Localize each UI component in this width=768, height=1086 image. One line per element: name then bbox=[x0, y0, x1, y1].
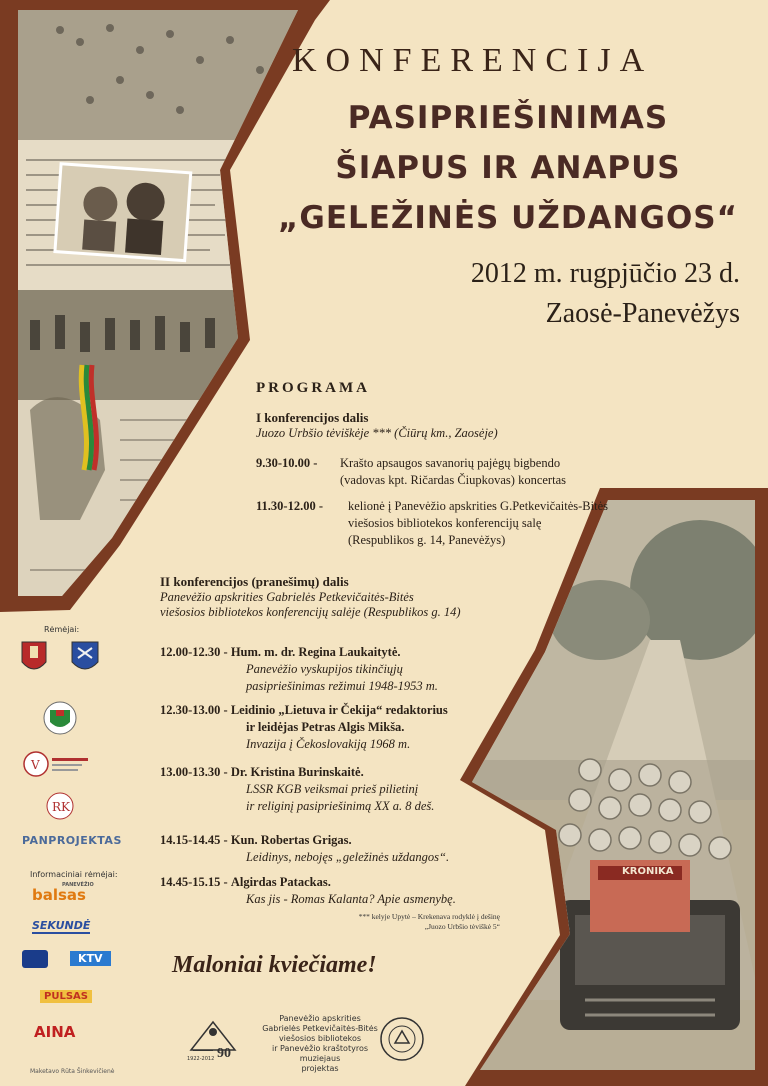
item-time: 12.30-13.00 - bbox=[160, 703, 228, 717]
part2-location bbox=[160, 590, 461, 620]
topic-line: pasipriešinimas režimui 1948-1953 m. bbox=[246, 679, 438, 693]
org-line: ir Panevėžio kraštotyros muziejaus bbox=[272, 1044, 368, 1063]
item-time: 12.00-12.30 - bbox=[160, 645, 228, 659]
item-speaker: Dr. Kristina Burinskaitė. bbox=[230, 765, 364, 779]
topic-line: Kas jis - Romas Kalanta? Apie asmenybę. bbox=[246, 892, 456, 906]
item-topic bbox=[246, 736, 410, 753]
sekunde-logo: SEKUNDĖ bbox=[32, 919, 91, 932]
balsas-small-label: PANEVĖŽIO bbox=[62, 882, 94, 888]
program-item-text bbox=[340, 455, 566, 489]
tv-logo-icon bbox=[22, 950, 48, 968]
location-line: viešosios bibliotekos konferencijų salėje (Respublikos g. 14) bbox=[160, 605, 461, 619]
speaker-line: ir leidėjas Petras Algis Mikša. bbox=[246, 720, 405, 734]
program-item bbox=[160, 764, 364, 781]
program-item bbox=[160, 832, 352, 849]
kronika-book-title: KRONIKA bbox=[622, 866, 674, 877]
item-speaker: Kun. Robertas Grigas. bbox=[230, 833, 352, 847]
item-topic bbox=[246, 781, 434, 815]
location-line: Panevėžio apskrities Gabrielės Petkevičaitės-Bitės bbox=[160, 590, 414, 604]
title-line-1: PASIPRIEŠINIMAS bbox=[347, 100, 669, 136]
svg-text:RK: RK bbox=[52, 800, 70, 814]
topic-line: LSSR KGB veiksmai prieš pilietinį bbox=[246, 782, 419, 796]
svg-text:V: V bbox=[31, 758, 40, 772]
topic-line: Invazija į Čekoslovakiją 1968 m. bbox=[246, 737, 411, 751]
footnote-line: *** kelyje Upytė – Krekenava rodyklė į dešinę bbox=[358, 912, 500, 921]
topic-line: Leidinys, nebojęs „geležinės uždangos“. bbox=[246, 850, 450, 864]
library-years: 1922-2012 bbox=[187, 1056, 215, 1062]
org-line: projektas bbox=[301, 1064, 339, 1073]
item-line: kelionė į Panevėžio apskrities G.Petkevičaitės-Bitės bbox=[348, 499, 608, 513]
org-line: Panevėžio apskrities bbox=[279, 1014, 361, 1023]
ktv-logo: KTV bbox=[70, 951, 111, 966]
program-item bbox=[256, 498, 323, 515]
item-time: 14.45-15.15 - bbox=[160, 875, 228, 889]
item-line: (vadovas kpt. Ričardas Čiupkovas) koncertas bbox=[340, 473, 566, 487]
item-speaker-line2 bbox=[246, 719, 404, 736]
title-line-2: ŠIAPUS IR ANAPUS bbox=[335, 150, 681, 186]
item-topic bbox=[246, 849, 449, 866]
footnote-line: „Juozo Urbšio tėviškė 5“ bbox=[424, 922, 500, 931]
sponsor-logos bbox=[0, 630, 120, 1070]
sponsors-label: Rėmėjai: bbox=[44, 625, 80, 634]
panevezys-district-coat-of-arms-icon bbox=[72, 642, 98, 669]
item-time: 11.30-12.00 - bbox=[256, 499, 324, 513]
item-speaker: Hum. m. dr. Regina Laukaitytė. bbox=[230, 645, 401, 659]
item-time: 13.00-13.30 - bbox=[160, 765, 228, 779]
project-organizers bbox=[255, 1014, 385, 1074]
program-item bbox=[160, 702, 448, 719]
footnote bbox=[300, 912, 500, 932]
title-line-3: „GELEŽINĖS UŽDANGOS“ bbox=[278, 200, 738, 236]
panprojektas-logo: PANPROJEKTAS bbox=[22, 834, 122, 847]
pulsas-logo: PULSAS bbox=[40, 990, 92, 1003]
rk-logo-icon bbox=[47, 793, 73, 819]
item-time: 14.15-14.45 - bbox=[160, 833, 228, 847]
org-line: Gabrielės Petkevičaitės-Bitės bbox=[262, 1024, 378, 1033]
welcome-text: Maloniai kviečiame! bbox=[172, 952, 377, 978]
item-topic bbox=[246, 891, 456, 908]
item-speaker: Leidinio „Lietuva ir Čekija“ redaktorius bbox=[230, 703, 448, 717]
item-speaker: Algirdas Patackas. bbox=[230, 875, 331, 889]
event-date: 2012 m. rugpjūčio 23 d. bbox=[470, 258, 740, 289]
program-label: PROGRAMA bbox=[256, 380, 370, 396]
item-line: (Respublikos g. 14, Panevėžys) bbox=[348, 533, 506, 547]
conference-word: KONFERENCIJA bbox=[292, 42, 654, 79]
panevezys-city-coat-of-arms-icon bbox=[22, 642, 46, 669]
aina-logo: AINA bbox=[34, 1023, 76, 1041]
program-item bbox=[160, 644, 401, 661]
program-item bbox=[160, 874, 331, 891]
library-number: 90 bbox=[217, 1046, 231, 1061]
event-place: Zaosė-Panevėžys bbox=[545, 298, 740, 329]
item-line: Krašto apsaugos savanorių pajėgų bigbendo bbox=[340, 456, 561, 470]
org-line: viešosios bibliotekos bbox=[278, 1034, 362, 1043]
item-time: 9.30-10.00 - bbox=[256, 456, 318, 470]
topic-line: ir religinį pasipriešinimą XX a. 8 deš. bbox=[246, 799, 435, 813]
design-credit: Maketavo Rūta Šinkevičienė bbox=[30, 1068, 115, 1075]
advocate-office-logo-icon bbox=[24, 752, 88, 776]
municipal-emblem-icon bbox=[44, 702, 76, 734]
part2-title: II konferencijos (pranešimų) dalis bbox=[160, 574, 349, 589]
program-item-text bbox=[348, 498, 608, 549]
program-item bbox=[256, 455, 317, 472]
part1-title: I konferencijos dalis bbox=[256, 410, 369, 425]
info-sponsors-label: Informaciniai rėmėjai: bbox=[30, 870, 118, 879]
topic-line: Panevėžio vyskupijos tikinčiųjų bbox=[246, 662, 403, 676]
museum-seal-icon bbox=[378, 1015, 426, 1063]
balsas-logo: balsas bbox=[32, 886, 86, 904]
item-line: viešosios bibliotekos konferencijų salę bbox=[348, 516, 542, 530]
part1-location: Juozo Urbšio tėviškėje *** (Čiūrų km., Zaosėje) bbox=[256, 426, 498, 440]
item-topic bbox=[246, 661, 438, 695]
